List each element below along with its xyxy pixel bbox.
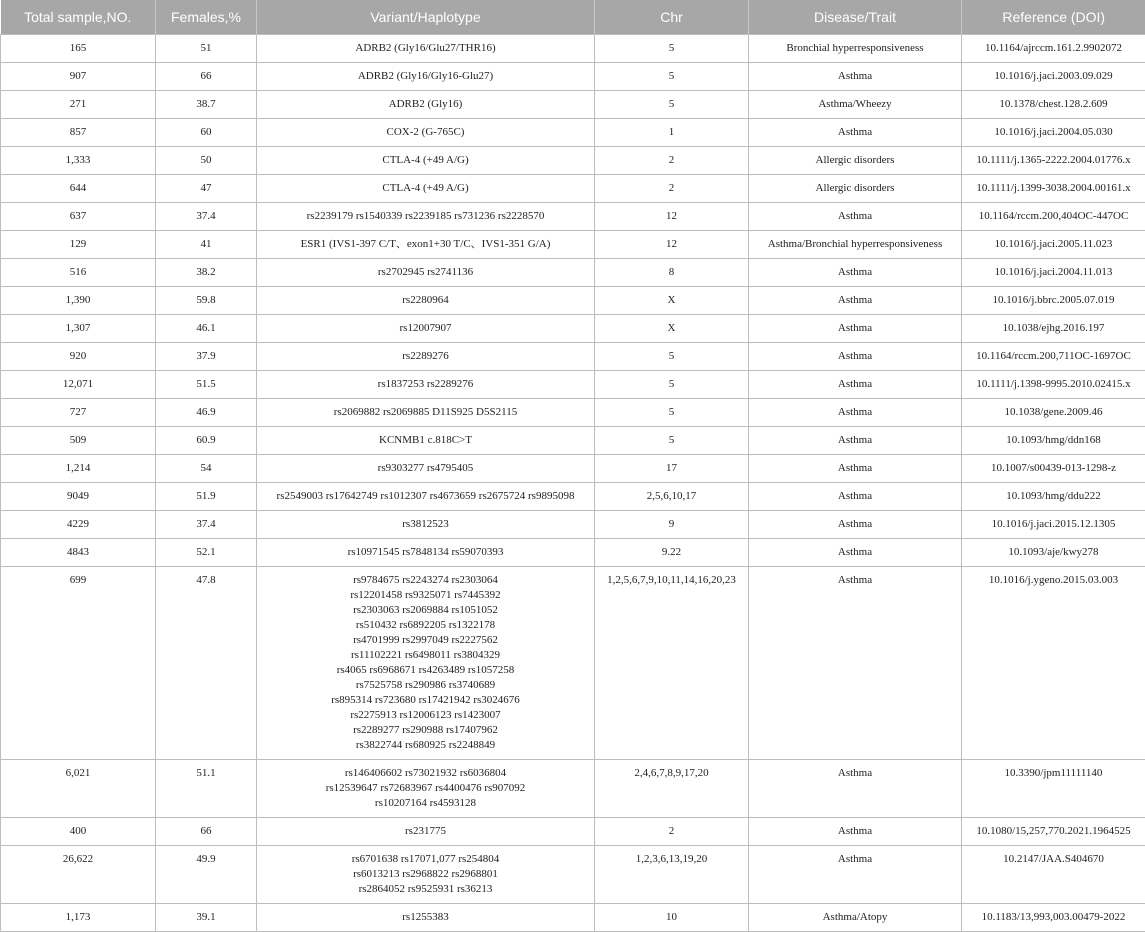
- variant-haplotype-cell: [257, 511, 595, 539]
- table-row: [1, 567, 1145, 760]
- variant-line: rs7525758 rs290986 rs3740689: [261, 678, 590, 693]
- chromosome-cell: 2: [595, 175, 749, 203]
- total-sample-cell: 1,214: [1, 455, 156, 483]
- variant-line: rs2069882 rs2069885 D11S925 D5S2115: [261, 405, 590, 420]
- variant-line: KCNMB1 c.818C>T: [261, 433, 590, 448]
- chromosome-cell: 5: [595, 35, 749, 63]
- reference-doi-cell: 10.1093/aje/kwy278: [962, 539, 1145, 567]
- variant-haplotype-cell: [257, 427, 595, 455]
- disease-trait-cell: Asthma: [749, 287, 962, 315]
- total-sample-cell: 6,021: [1, 760, 156, 818]
- variant-line: CTLA-4 (+49 A/G): [261, 153, 590, 168]
- variant-haplotype-cell: [257, 760, 595, 818]
- table-row: [1, 455, 1145, 483]
- total-sample-cell: 400: [1, 818, 156, 846]
- table-row: [1, 231, 1145, 259]
- variant-line: rs2275913 rs12006123 rs1423007: [261, 708, 590, 723]
- disease-trait-cell: Asthma: [749, 511, 962, 539]
- variant-haplotype-cell: [257, 259, 595, 287]
- table-row: [1, 119, 1145, 147]
- total-sample-cell: 509: [1, 427, 156, 455]
- variant-haplotype-cell: [257, 203, 595, 231]
- table-row: [1, 511, 1145, 539]
- chromosome-cell: 9.22: [595, 539, 749, 567]
- variant-haplotype-cell: [257, 567, 595, 760]
- table-row: [1, 63, 1145, 91]
- total-sample-cell: 129: [1, 231, 156, 259]
- variant-line: rs2303063 rs2069884 rs1051052: [261, 603, 590, 618]
- variant-line: rs2289276: [261, 349, 590, 364]
- variant-haplotype-cell: [257, 483, 595, 511]
- reference-doi-cell: 10.1093/hmg/ddu222: [962, 483, 1145, 511]
- females-percent-cell: 60: [156, 119, 257, 147]
- total-sample-cell: 1,333: [1, 147, 156, 175]
- females-percent-cell: 51: [156, 35, 257, 63]
- chromosome-cell: 17: [595, 455, 749, 483]
- disease-trait-cell: Asthma: [749, 455, 962, 483]
- reference-doi-cell: 10.1378/chest.128.2.609: [962, 91, 1145, 119]
- table-row: [1, 427, 1145, 455]
- table-body: [1, 35, 1145, 932]
- table-header: [1, 0, 1145, 35]
- females-percent-cell: 46.1: [156, 315, 257, 343]
- table-row: [1, 343, 1145, 371]
- table-row: [1, 539, 1145, 567]
- total-sample-cell: 1,307: [1, 315, 156, 343]
- variant-line: rs10971545 rs7848134 rs59070393: [261, 545, 590, 560]
- total-sample-cell: 637: [1, 203, 156, 231]
- variant-line: rs146406602 rs73021932 rs6036804: [261, 766, 590, 781]
- table-row: [1, 818, 1145, 846]
- variant-haplotype-cell: [257, 91, 595, 119]
- females-percent-cell: 37.4: [156, 511, 257, 539]
- variant-line: rs895314 rs723680 rs17421942 rs3024676: [261, 693, 590, 708]
- variant-line: rs2239179 rs1540339 rs2239185 rs731236 rs2228570: [261, 209, 590, 224]
- disease-trait-cell: Allergic disorders: [749, 175, 962, 203]
- total-sample-cell: 4843: [1, 539, 156, 567]
- chromosome-cell: 2,5,6,10,17: [595, 483, 749, 511]
- variant-haplotype-cell: [257, 539, 595, 567]
- females-percent-cell: 39.1: [156, 904, 257, 932]
- table-row: [1, 760, 1145, 818]
- chromosome-cell: 5: [595, 371, 749, 399]
- chromosome-cell: X: [595, 287, 749, 315]
- variant-line: rs10207164 rs4593128: [261, 796, 590, 811]
- variant-line: rs510432 rs6892205 rs1322178: [261, 618, 590, 633]
- chromosome-cell: 2: [595, 818, 749, 846]
- variant-haplotype-cell: [257, 175, 595, 203]
- variant-haplotype-cell: [257, 343, 595, 371]
- table-row: [1, 287, 1145, 315]
- disease-trait-cell: Asthma: [749, 203, 962, 231]
- variant-haplotype-cell: [257, 904, 595, 932]
- reference-doi-cell: 10.1164/ajrccm.161.2.9902072: [962, 35, 1145, 63]
- disease-trait-cell: Asthma: [749, 427, 962, 455]
- variant-line: rs2549003 rs17642749 rs1012307 rs4673659 rs2675724 rs9895098: [261, 489, 590, 504]
- variant-haplotype-cell: [257, 315, 595, 343]
- variant-haplotype-cell: [257, 119, 595, 147]
- disease-trait-cell: Bronchial hyperresponsiveness: [749, 35, 962, 63]
- table-row: [1, 315, 1145, 343]
- header-row: [1, 0, 1145, 35]
- table-row: [1, 371, 1145, 399]
- variant-line: rs3812523: [261, 517, 590, 532]
- variant-line: rs12201458 rs9325071 rs7445392: [261, 588, 590, 603]
- reference-doi-cell: 10.2147/JAA.S404670: [962, 846, 1145, 904]
- column-header-variant: Variant/Haplotype: [257, 0, 595, 35]
- variant-haplotype-cell: [257, 35, 595, 63]
- females-percent-cell: 54: [156, 455, 257, 483]
- reference-doi-cell: 10.1111/j.1399-3038.2004.00161.x: [962, 175, 1145, 203]
- variant-line: COX-2 (G-765C): [261, 125, 590, 140]
- variant-line: rs12007907: [261, 321, 590, 336]
- variant-haplotype-cell: [257, 63, 595, 91]
- variant-haplotype-cell: [257, 287, 595, 315]
- variant-line: rs9784675 rs2243274 rs2303064: [261, 573, 590, 588]
- chromosome-cell: 12: [595, 231, 749, 259]
- column-header-disease: Disease/Trait: [749, 0, 962, 35]
- total-sample-cell: 644: [1, 175, 156, 203]
- reference-doi-cell: 10.1164/rccm.200,711OC-1697OC: [962, 343, 1145, 371]
- variant-line: rs6701638 rs17071,077 rs254804: [261, 852, 590, 867]
- females-percent-cell: 49.9: [156, 846, 257, 904]
- variant-line: rs4065 rs6968671 rs4263489 rs1057258: [261, 663, 590, 678]
- column-header-reference: Reference (DOI): [962, 0, 1145, 35]
- chromosome-cell: 10: [595, 904, 749, 932]
- disease-trait-cell: Asthma/Wheezy: [749, 91, 962, 119]
- table-row: [1, 846, 1145, 904]
- variant-line: rs2289277 rs290988 rs17407962: [261, 723, 590, 738]
- variant-line: ADRB2 (Gly16/Glu27/THR16): [261, 41, 590, 56]
- females-percent-cell: 51.1: [156, 760, 257, 818]
- total-sample-cell: 1,173: [1, 904, 156, 932]
- females-percent-cell: 38.7: [156, 91, 257, 119]
- females-percent-cell: 38.2: [156, 259, 257, 287]
- females-percent-cell: 41: [156, 231, 257, 259]
- reference-doi-cell: 10.1016/j.bbrc.2005.07.019: [962, 287, 1145, 315]
- table-row: [1, 147, 1145, 175]
- chromosome-cell: 5: [595, 91, 749, 119]
- total-sample-cell: 907: [1, 63, 156, 91]
- total-sample-cell: 1,390: [1, 287, 156, 315]
- females-percent-cell: 46.9: [156, 399, 257, 427]
- reference-doi-cell: 10.1093/hmg/ddn168: [962, 427, 1145, 455]
- disease-trait-cell: Asthma: [749, 119, 962, 147]
- variant-line: ADRB2 (Gly16/Gly16-Glu27): [261, 69, 590, 84]
- chromosome-cell: 5: [595, 343, 749, 371]
- variant-line: rs2280964: [261, 293, 590, 308]
- reference-doi-cell: 10.3390/jpm11111140: [962, 760, 1145, 818]
- females-percent-cell: 66: [156, 818, 257, 846]
- reference-doi-cell: 10.1183/13,993,003.00479-2022: [962, 904, 1145, 932]
- reference-doi-cell: 10.1111/j.1365-2222.2004.01776.x: [962, 147, 1145, 175]
- table-row: [1, 175, 1145, 203]
- reference-doi-cell: 10.1111/j.1398-9995.2010.02415.x: [962, 371, 1145, 399]
- chromosome-cell: 5: [595, 427, 749, 455]
- table-row: [1, 203, 1145, 231]
- variant-line: rs9303277 rs4795405: [261, 461, 590, 476]
- variant-line: rs1255383: [261, 910, 590, 925]
- chromosome-cell: 1,2,3,6,13,19,20: [595, 846, 749, 904]
- females-percent-cell: 52.1: [156, 539, 257, 567]
- reference-doi-cell: 10.1038/gene.2009.46: [962, 399, 1145, 427]
- reference-doi-cell: 10.1016/j.jaci.2004.11.013: [962, 259, 1145, 287]
- column-header-chr: Chr: [595, 0, 749, 35]
- total-sample-cell: 857: [1, 119, 156, 147]
- disease-trait-cell: Allergic disorders: [749, 147, 962, 175]
- variant-line: rs12539647 rs72683967 rs4400476 rs907092: [261, 781, 590, 796]
- reference-doi-cell: 10.1016/j.jaci.2003.09.029: [962, 63, 1145, 91]
- column-header-females: Females,%: [156, 0, 257, 35]
- females-percent-cell: 50: [156, 147, 257, 175]
- reference-doi-cell: 10.1016/j.jaci.2004.05.030: [962, 119, 1145, 147]
- variant-haplotype-cell: [257, 147, 595, 175]
- total-sample-cell: 4229: [1, 511, 156, 539]
- females-percent-cell: 47: [156, 175, 257, 203]
- total-sample-cell: 9049: [1, 483, 156, 511]
- variant-line: rs4701999 rs2997049 rs2227562: [261, 633, 590, 648]
- table-row: [1, 904, 1145, 932]
- disease-trait-cell: Asthma: [749, 259, 962, 287]
- variant-line: rs11102221 rs6498011 rs3804329: [261, 648, 590, 663]
- total-sample-cell: 12,071: [1, 371, 156, 399]
- chromosome-cell: 2: [595, 147, 749, 175]
- chromosome-cell: 2,4,6,7,8,9,17,20: [595, 760, 749, 818]
- variant-haplotype-cell: [257, 846, 595, 904]
- table-row: [1, 483, 1145, 511]
- females-percent-cell: 59.8: [156, 287, 257, 315]
- females-percent-cell: 60.9: [156, 427, 257, 455]
- variant-line: CTLA-4 (+49 A/G): [261, 181, 590, 196]
- females-percent-cell: 51.9: [156, 483, 257, 511]
- chromosome-cell: 1,2,5,6,7,9,10,11,14,16,20,23: [595, 567, 749, 760]
- total-sample-cell: 26,622: [1, 846, 156, 904]
- reference-doi-cell: 10.1016/j.jaci.2005.11.023: [962, 231, 1145, 259]
- total-sample-cell: 271: [1, 91, 156, 119]
- reference-doi-cell: 10.1080/15,257,770.2021.1964525: [962, 818, 1145, 846]
- table-row: [1, 35, 1145, 63]
- disease-trait-cell: Asthma: [749, 818, 962, 846]
- variant-line: rs1837253 rs2289276: [261, 377, 590, 392]
- column-header-total-sample: Total sample,NO.: [1, 0, 156, 35]
- disease-trait-cell: Asthma: [749, 315, 962, 343]
- total-sample-cell: 699: [1, 567, 156, 760]
- disease-trait-cell: Asthma: [749, 371, 962, 399]
- disease-trait-cell: Asthma/Atopy: [749, 904, 962, 932]
- variant-haplotype-cell: [257, 455, 595, 483]
- chromosome-cell: 12: [595, 203, 749, 231]
- chromosome-cell: 8: [595, 259, 749, 287]
- reference-doi-cell: 10.1164/rccm.200,404OC-447OC: [962, 203, 1145, 231]
- variant-line: rs2702945 rs2741136: [261, 265, 590, 280]
- females-percent-cell: 47.8: [156, 567, 257, 760]
- chromosome-cell: 1: [595, 119, 749, 147]
- table-row: [1, 259, 1145, 287]
- disease-trait-cell: Asthma: [749, 483, 962, 511]
- reference-doi-cell: 10.1016/j.jaci.2015.12.1305: [962, 511, 1145, 539]
- total-sample-cell: 165: [1, 35, 156, 63]
- variant-line: rs2864052 rs9525931 rs36213: [261, 882, 590, 897]
- chromosome-cell: X: [595, 315, 749, 343]
- disease-trait-cell: Asthma: [749, 760, 962, 818]
- females-percent-cell: 37.9: [156, 343, 257, 371]
- females-percent-cell: 37.4: [156, 203, 257, 231]
- disease-trait-cell: Asthma: [749, 539, 962, 567]
- disease-trait-cell: Asthma: [749, 567, 962, 760]
- total-sample-cell: 727: [1, 399, 156, 427]
- disease-trait-cell: Asthma: [749, 399, 962, 427]
- chromosome-cell: 5: [595, 63, 749, 91]
- total-sample-cell: 516: [1, 259, 156, 287]
- total-sample-cell: 920: [1, 343, 156, 371]
- disease-trait-cell: Asthma: [749, 63, 962, 91]
- reference-doi-cell: 10.1016/j.ygeno.2015.03.003: [962, 567, 1145, 760]
- females-percent-cell: 66: [156, 63, 257, 91]
- reference-doi-cell: 10.1038/ejhg.2016.197: [962, 315, 1145, 343]
- variant-line: ADRB2 (Gly16): [261, 97, 590, 112]
- reference-doi-cell: 10.1007/s00439-013-1298-z: [962, 455, 1145, 483]
- variant-haplotype-cell: [257, 231, 595, 259]
- variant-line: rs6013213 rs2968822 rs2968801: [261, 867, 590, 882]
- disease-trait-cell: Asthma/Bronchial hyperresponsiveness: [749, 231, 962, 259]
- variant-haplotype-cell: [257, 818, 595, 846]
- variant-haplotype-cell: [257, 399, 595, 427]
- variant-line: rs231775: [261, 824, 590, 839]
- variant-line: rs3822744 rs680925 rs2248849: [261, 738, 590, 753]
- variant-haplotype-cell: [257, 371, 595, 399]
- females-percent-cell: 51.5: [156, 371, 257, 399]
- disease-trait-cell: Asthma: [749, 343, 962, 371]
- disease-trait-cell: Asthma: [749, 846, 962, 904]
- variant-line: ESR1 (IVS1-397 C/T、exon1+30 T/C、IVS1-351 G/A): [261, 237, 590, 252]
- table-row: [1, 399, 1145, 427]
- chromosome-cell: 9: [595, 511, 749, 539]
- chromosome-cell: 5: [595, 399, 749, 427]
- table-row: [1, 91, 1145, 119]
